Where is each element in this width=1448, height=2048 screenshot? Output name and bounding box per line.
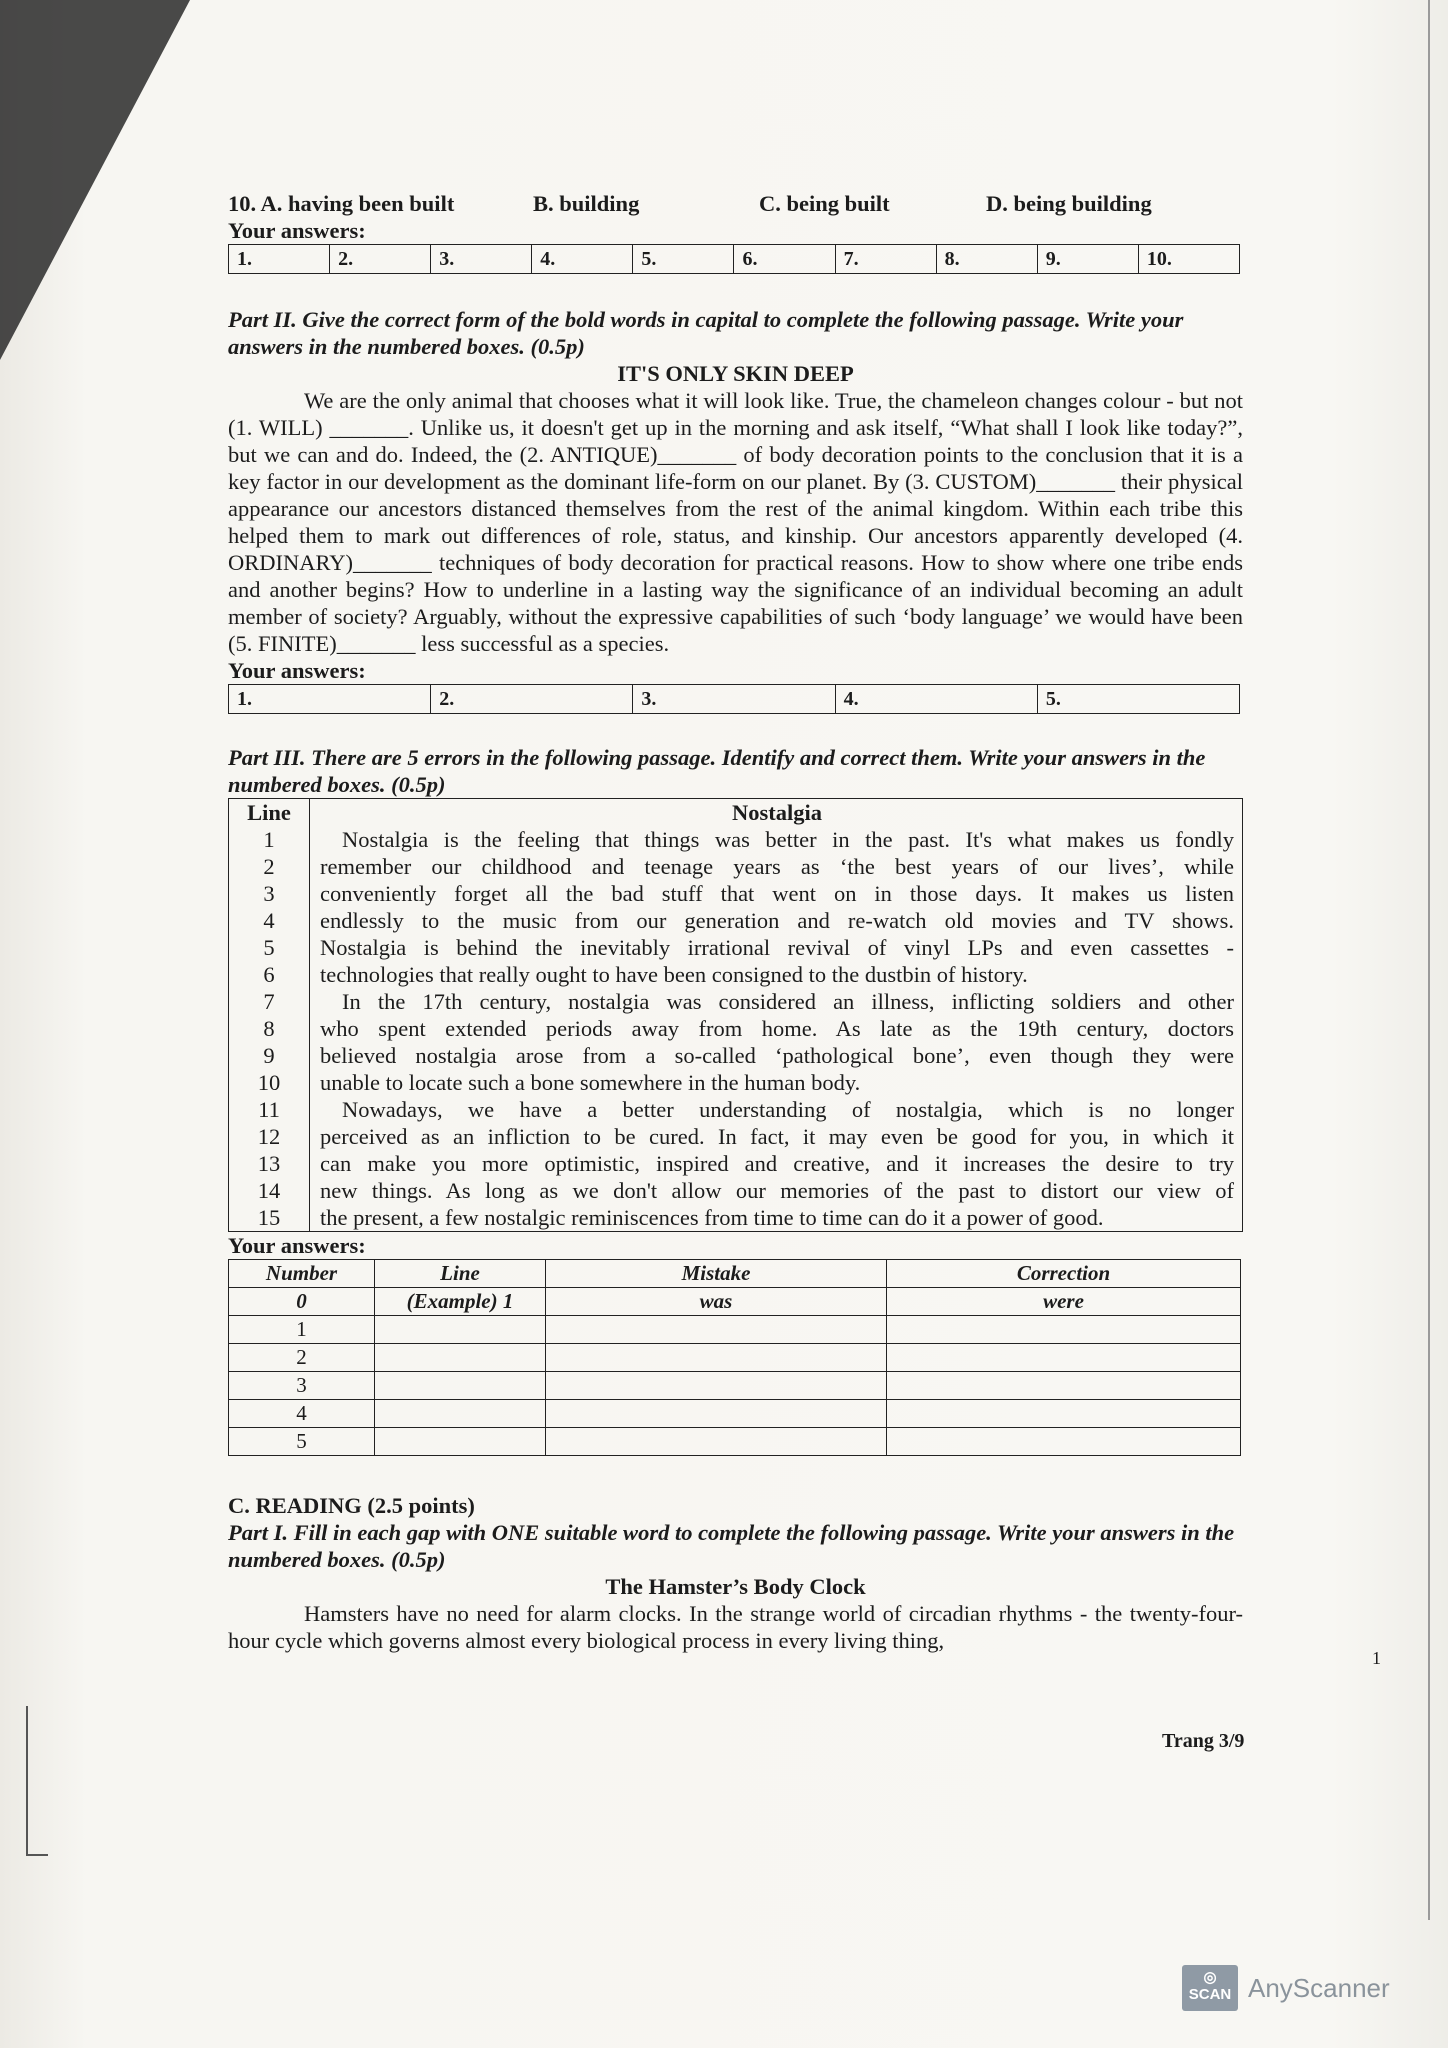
line-number: 14 bbox=[257, 1178, 281, 1203]
reading-passage: Hamsters have no need for alarm clocks. In the strange world of circadian rhythms - the twenty-four-hour cycle which governs almost every biological process in every living thing, bbox=[228, 1601, 1243, 1653]
correction-cell[interactable] bbox=[887, 1400, 1241, 1428]
nostalgia-heading: Nostalgia bbox=[732, 800, 822, 825]
row-number: 5 bbox=[229, 1428, 375, 1456]
answer-cell[interactable]: 6. bbox=[733, 245, 834, 273]
line-number: 9 bbox=[263, 1043, 275, 1068]
row-number: 4 bbox=[229, 1400, 375, 1428]
col-line: Line bbox=[375, 1260, 546, 1288]
page-edge-line bbox=[26, 1706, 28, 1856]
answer-cell[interactable]: 1. bbox=[237, 688, 252, 710]
page-number: Trang 3/9 bbox=[1162, 1730, 1245, 1752]
passage-line: conveniently forget all the bad stuff that went on in those days. It makes us listen bbox=[320, 881, 1234, 906]
correction-cell[interactable] bbox=[887, 1428, 1241, 1456]
example-line: (Example) 1 bbox=[375, 1288, 546, 1316]
correction-cell[interactable] bbox=[887, 1344, 1241, 1372]
passage-line: unable to locate such a bone somewhere in the human body. bbox=[320, 1070, 861, 1095]
line-cell[interactable] bbox=[375, 1316, 546, 1344]
example-number: 0 bbox=[229, 1288, 375, 1316]
table-row bbox=[229, 1316, 1241, 1344]
part2-title: Part II. Give the correct form of the bold words in capital to complete the following passage. Write your answers in the numbered boxes. (0.5p) bbox=[228, 307, 1184, 359]
scan-logo-icon bbox=[1182, 1965, 1238, 2011]
col-correction: Correction bbox=[887, 1260, 1241, 1288]
nostalgia-text-column bbox=[310, 799, 1242, 1231]
col-number: Number bbox=[229, 1260, 375, 1288]
nostalgia-passage-box bbox=[228, 798, 1243, 1232]
passage-line: In the 17th century, nostalgia was considered an illness, inflicting soldiers and other bbox=[342, 989, 1234, 1014]
line-number: 3 bbox=[263, 881, 275, 906]
row-number: 3 bbox=[229, 1372, 375, 1400]
answer-cell[interactable]: 2. bbox=[329, 245, 430, 273]
answer-cell[interactable]: 2. bbox=[430, 685, 632, 713]
side-margin-number: 1 bbox=[1372, 1648, 1381, 1668]
line-number: 4 bbox=[263, 908, 275, 933]
passage-line: remember our childhood and teenage years as ‘the best years of our lives’, while bbox=[320, 854, 1234, 879]
passage-line: Nostalgia is the feeling that things was better in the past. It's what makes us fondly bbox=[342, 827, 1234, 852]
anyscanner-watermark bbox=[1182, 1965, 1390, 2011]
line-number: 13 bbox=[257, 1151, 281, 1176]
part3-title: Part III. There are 5 errors in the following passage. Identify and correct them. Write your answers in the numbered boxes. (0.5p) bbox=[228, 745, 1206, 797]
example-row bbox=[229, 1288, 1241, 1316]
line-number: 6 bbox=[263, 962, 275, 987]
correction-cell[interactable] bbox=[887, 1372, 1241, 1400]
option-b: B. building bbox=[533, 191, 640, 216]
logo-top-glyph: ◎ bbox=[1203, 1969, 1217, 1986]
reading-heading: The Hamster’s Body Clock bbox=[605, 1574, 866, 1599]
answer-cell[interactable]: 5. bbox=[1037, 685, 1239, 713]
col-mistake: Mistake bbox=[546, 1260, 887, 1288]
answer-cell[interactable]: 3. bbox=[632, 685, 834, 713]
line-number: 12 bbox=[257, 1124, 281, 1149]
line-number: 8 bbox=[263, 1016, 275, 1041]
line-cell[interactable] bbox=[375, 1400, 546, 1428]
scan-shadow bbox=[0, 0, 190, 360]
passage-line: who spent extended periods away from home. As late as the 19th century, doctors bbox=[320, 1016, 1234, 1041]
line-cell[interactable] bbox=[375, 1344, 546, 1372]
option-a: 10. A. having been built bbox=[228, 191, 455, 216]
passage-line: Nowadays, we have a better understanding of nostalgia, which is no longer bbox=[342, 1097, 1234, 1122]
table-row bbox=[229, 1428, 1241, 1456]
mistake-cell[interactable] bbox=[546, 1372, 887, 1400]
line-number: 10 bbox=[257, 1070, 281, 1095]
question-10-options bbox=[228, 190, 1243, 217]
line-number: 15 bbox=[257, 1205, 281, 1230]
line-header: Line bbox=[247, 800, 291, 825]
mistake-cell[interactable] bbox=[546, 1428, 887, 1456]
table-row bbox=[229, 1372, 1241, 1400]
page-edge-line bbox=[26, 1854, 48, 1856]
part3-answers-label: Your answers: bbox=[228, 1233, 366, 1258]
row-number: 2 bbox=[229, 1344, 375, 1372]
answer-cell[interactable]: 7. bbox=[835, 245, 936, 273]
line-number: 11 bbox=[258, 1097, 280, 1122]
mistake-cell[interactable] bbox=[546, 1400, 887, 1428]
line-number: 2 bbox=[263, 854, 275, 879]
answer-cell[interactable]: 10. bbox=[1138, 245, 1239, 273]
answer-cell[interactable]: 5. bbox=[632, 245, 733, 273]
part2-answers-label: Your answers: bbox=[228, 658, 366, 683]
part2-heading: IT'S ONLY SKIN DEEP bbox=[617, 361, 854, 386]
reading-part1-title: Part I. Fill in each gap with ONE suitable word to complete the following passage. Write your answers in the numbered boxes. (0.5p) bbox=[228, 1520, 1235, 1572]
line-cell[interactable] bbox=[375, 1428, 546, 1456]
mistake-cell[interactable] bbox=[546, 1316, 887, 1344]
line-cell[interactable] bbox=[375, 1372, 546, 1400]
answer-boxes-part2 bbox=[228, 684, 1240, 714]
mistake-cell[interactable] bbox=[546, 1344, 887, 1372]
passage-line: endlessly to the music from our generation and re-watch old movies and TV shows. bbox=[320, 908, 1234, 933]
part2-passage: We are the only animal that chooses what it will look like. True, the chameleon changes colour - but not (1. WILL) _______. Unlike us, it doesn't get up in the morning and ask itself, “What shall I look like today?”, but we can and do. Indeed, the (2. ANTIQUE)_______ of body decoration points to the conclusion that it is a key factor in our development as the dominant life-form on our planet. By (3. CUSTOM)_______ their physical appearance our ancestors distanced themselves from the rest of the animal kingdom. Within each tribe this helped them to mark out differences of role, status, and kinship. Our ancestors apparently developed (4. ORDINARY)_______ techniques of body decoration for practical reasons. How to show where one tribe ends and another begins? How to underline in a lasting way the significance of an individual becoming an adult member of society? Arguably, without the expressive capabilities of such ‘body language’ we would have been (5. FINITE)_______ less successful as a species. bbox=[228, 388, 1243, 656]
your-answers-label: Your answers: bbox=[228, 218, 366, 243]
line-number: 1 bbox=[263, 827, 275, 852]
example-correction: were bbox=[887, 1288, 1241, 1316]
table-row bbox=[229, 1344, 1241, 1372]
page-edge-line bbox=[1428, 0, 1430, 1920]
answer-cell[interactable]: 4. bbox=[835, 685, 1037, 713]
passage-line: Nostalgia is behind the inevitably irrational revival of vinyl LPs and even cassettes - bbox=[320, 935, 1234, 960]
document-body bbox=[228, 190, 1243, 1654]
passage-line: believed nostalgia arose from a so-called ‘pathological bone’, even though they were bbox=[320, 1043, 1234, 1068]
line-number-column bbox=[229, 799, 310, 1231]
correction-table bbox=[228, 1259, 1241, 1456]
passage-line: perceived as an infliction to be cured. In fact, it may even be good for you, in which it bbox=[320, 1124, 1234, 1149]
answer-cell[interactable]: 3. bbox=[430, 245, 531, 273]
brand-name: AnyScanner bbox=[1248, 1972, 1390, 2003]
passage-line: new things. As long as we don't allow our memories of the past to distort our view of bbox=[320, 1178, 1234, 1203]
reading-section-title: C. READING (2.5 points) bbox=[228, 1493, 475, 1518]
correction-cell[interactable] bbox=[887, 1316, 1241, 1344]
answer-cell[interactable]: 9. bbox=[1037, 245, 1138, 273]
table-row bbox=[229, 1400, 1241, 1428]
passage-line: technologies that really ought to have been consigned to the dustbin of history. bbox=[320, 962, 1028, 987]
option-d: D. being building bbox=[986, 191, 1152, 216]
passage-line: can make you more optimistic, inspired and creative, and it increases the desire to try bbox=[320, 1151, 1234, 1176]
example-mistake: was bbox=[546, 1288, 887, 1316]
answer-cell[interactable]: 1. bbox=[237, 248, 252, 270]
answer-boxes-part1 bbox=[228, 244, 1240, 274]
logo-text: SCAN bbox=[1188, 1986, 1232, 2003]
option-c: C. being built bbox=[759, 191, 890, 216]
line-number: 5 bbox=[263, 935, 275, 960]
answer-cell[interactable]: 4. bbox=[531, 245, 632, 273]
row-number: 1 bbox=[229, 1316, 375, 1344]
answer-cell[interactable]: 8. bbox=[936, 245, 1037, 273]
passage-line: the present, a few nostalgic reminiscences from time to time can do it a power of good. bbox=[320, 1205, 1104, 1230]
line-number: 7 bbox=[263, 989, 275, 1014]
